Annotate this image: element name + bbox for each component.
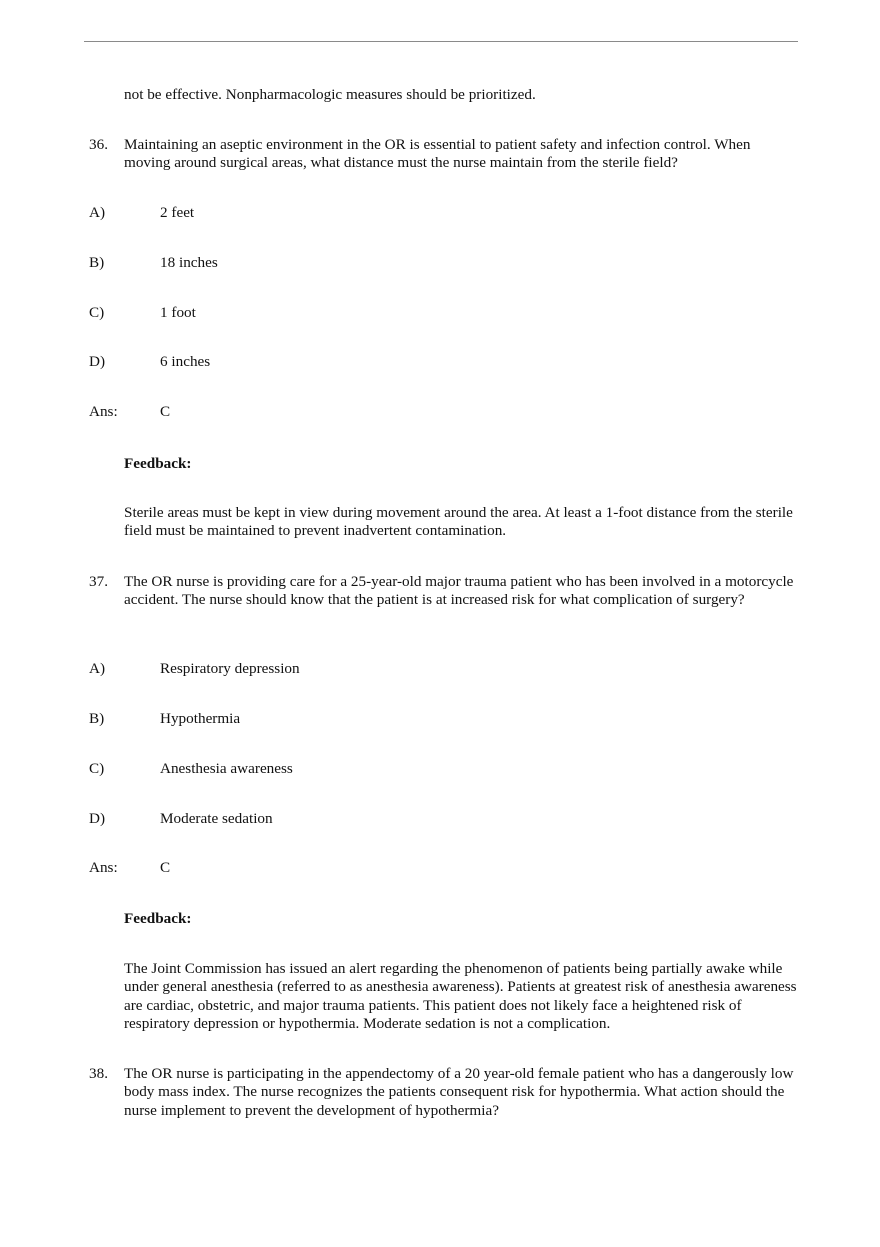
option-letter: B) [89,710,105,727]
question-number: 36. [89,136,108,153]
option-letter: A) [89,204,106,221]
option-letter: C) [89,304,105,321]
option-letter: B) [89,254,105,271]
header-rule [84,41,798,42]
answer-value: C [160,859,171,876]
option-text: Anesthesia awareness [160,760,293,777]
option-text: 2 feet [160,204,195,221]
option-text: Hypothermia [160,710,241,727]
question-text: The OR nurse is providing care for a 25-year-old major trauma patient who has been involved in a motorcycle accident. The nurse should know that the patient is at increased risk for what complication of surgery? [124,573,794,609]
option-text: 1 foot [160,304,196,321]
option-text: Respiratory depression [160,660,300,677]
answer-label: Ans: [89,859,118,876]
feedback-label: Feedback: [124,910,192,927]
feedback-text: Sterile areas must be kept in view during movement around the area. At least a 1-foot distance from the sterile field must be maintained to prevent inadvertent contamination. [124,504,793,540]
question-text: The OR nurse is participating in the appendectomy of a 20 year-old female patient who has a dangerously low body mass index. The nurse recognizes the patients consequent risk for hypothermia. What action should the nurse implement to prevent the development of hypothermia? [124,1065,794,1119]
question-number: 38. [89,1065,108,1082]
option-text: 18 inches [160,254,218,271]
answer-label: Ans: [89,403,118,420]
option-letter: D) [89,810,106,827]
option-letter: C) [89,760,105,777]
question-text: Maintaining an aseptic environment in the OR is essential to patient safety and infection control. When moving around surgical areas, what distance must the nurse maintain from the sterile field? [124,136,751,172]
option-text: 6 inches [160,353,211,370]
feedback-label: Feedback: [124,455,192,472]
feedback-text: The Joint Commission has issued an alert regarding the phenomenon of patients being partially awake while under general anesthesia (referred to as anesthesia awareness). Patients at greatest risk of anesthesia awareness are cardiac, obstetric, and major trauma patients. This patient does not likely face a heightened risk of respiratory depression or hypothermia. Moderate sedation is not a complication. [124,960,797,1033]
answer-value: C [160,403,171,420]
question-number: 37. [89,573,108,590]
option-letter: A) [89,660,106,677]
option-text: Moderate sedation [160,810,273,827]
option-letter: D) [89,353,106,370]
continuation-text: not be effective. Nonpharmacologic measures should be prioritized. [124,86,536,103]
